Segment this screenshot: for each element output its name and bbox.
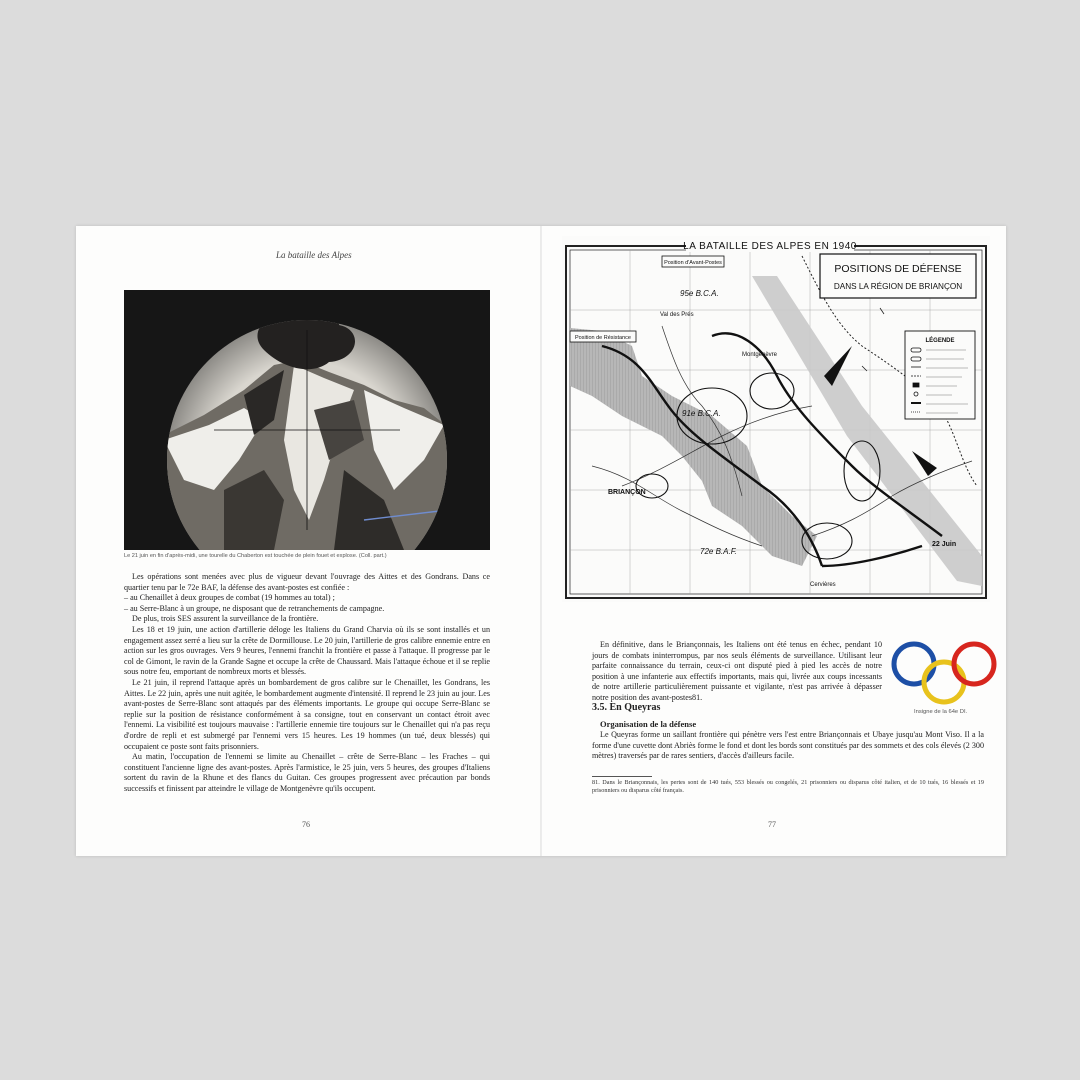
paragraph: Les opérations sont menées avec plus de vigueur devant l'ouvrage des Aittes et des Gondrans. Dans ce quartier tenu par le 72e BAF, la défense des avant-postes est confiée : <box>124 572 490 592</box>
list-item: – au Chenaillet à deux groupes de combat (19 hommes au total) ; <box>124 593 335 603</box>
64di-insignia-rings <box>890 640 998 706</box>
map-label-avant-postes: Position d'Avant-Postes <box>664 260 722 266</box>
map-label-22juin: 22 Juin <box>932 541 957 548</box>
section-title: 3.5. En Queyras <box>592 702 661 713</box>
list-item: – au Serre-Blanc à un groupe, ne disposant que de retranchements de campagne. <box>124 603 385 613</box>
insignia-caption: Insigne de la 64e DI. <box>914 709 968 715</box>
map-label-72baf: 72e B.A.F. <box>700 547 737 556</box>
right-body-text <box>592 640 882 704</box>
map-label-montgenevre: Montgenèvre <box>742 352 778 358</box>
book-spread <box>76 226 1006 856</box>
page-number-right: 77 <box>768 820 776 829</box>
paragraph: Le 21 juin, il reprend l'attaque après un bombardement de gros calibre sur le Chenaillet, les Gondrans, les Aittes. Le 22 juin, après une nuit agitée, le bombardement augmente d'intensité. Il reprend le 23 juin au jour. Les avant-postes de Serre-Blanc sont attaqués par des éléments importants. Le groupe qui occupe Serre-Blanc se replie sur la position de résistance conformément à sa consigne, tout en conservant un contact étroit avec l'ennemi. La visibilité est toujours mauvaise : l'artillerie ennemie tire toujours sur le Chenaillet qui n'a pas reçu d'ordre de repli et est submergé par l'ennemi vers 15 heures. Les 19 hommes (un tué, deux blessés) qui occupaient ce poste sont faits prisonniers. <box>124 677 490 751</box>
right-page <box>542 226 1006 856</box>
paragraph: Les 18 et 19 juin, une action d'artillerie déloge les Italiens du Grand Charvia où ils se sont installés et un engagement assez serré a lieu sur la crête de Dormillouse. Le 20 juin, l'artillerie de gros calibre ennemie entre en action sur les gros ouvrages. Vers 9 heures, l'ennemi franchit la frontière et passe à l'attaque. Il progresse par le col de Gimont, le ravin de la Grande Sagne et occupe la crête de Chaussard. Mais l'attaque échoue et il se replie sous notre feu, emportant de nombreux morts et blessés. <box>124 624 490 677</box>
map-label-briancon: BRIANÇON <box>608 489 646 496</box>
photo-caption: Le 21 juin en fin d'après-midi, une tourelle du Chaberton est touchée de plein fouet et explose. (Coll. part.) <box>124 553 387 559</box>
map-label-91bca: 91e B.C.A. <box>682 409 721 418</box>
chaberton-photo <box>124 290 490 550</box>
map-banner: LA BATAILLE DES ALPES EN 1940 <box>683 241 857 252</box>
footnote-rule <box>592 776 652 777</box>
paragraph: Au matin, l'occupation de l'ennemi se limite au Chenaillet – crête de Serre-Blanc – les Fraches – qui constituent l'ancienne ligne des avant-postes. Après l'armistice, le 25 juin, vers 5 heures, des groupes d'Italiens sortent du ravin de la Rhune et des flancs du Guitan. Ces groupes progressent avec précaution par bonds successifs et finissent par atteindre le village de Montgenèvre qu'ils occupent. <box>124 752 490 793</box>
map-label-95bca: 95e B.C.A. <box>680 289 719 298</box>
left-page <box>76 226 541 856</box>
paragraph: Le Queyras forme un saillant frontière qui pénètre vers l'est entre Briançonnais et Ubaye jusqu'au Mont Viso. Il a la forme d'une cuvette dont Abriès forme le fond et dont les bords sont constitués par des sommets et des cols élevés (2 300 mètres) traversés par de rares sentiers, d'accès d'ailleurs facile. <box>592 730 984 761</box>
paragraph: En définitive, dans le Briançonnais, les Italiens ont été tenus en échec, pendant 10 jours de combats ininterrompus, par nos seuls éléments de surveillance. Utilisant leur parfaite connaissance du terrain, ceux-ci ont disputé pied à pied les accès de notre position à une infanterie aux effectifs importants, mais qui, livrée aux coups incessants de notre artillerie particulièrement puissante et vigilante, n'est pas arrivée à dépasser notre position des avant-postes81. <box>592 640 882 702</box>
map-title-line1: POSITIONS DE DÉFENSE <box>834 263 962 275</box>
map-label-cervieres: Cervières <box>810 582 836 588</box>
defense-positions-map <box>562 236 990 602</box>
subsection-title: Organisation de la défense <box>600 719 697 729</box>
paragraph: De plus, trois SES assurent la surveillance de la frontière. <box>132 614 319 624</box>
running-head: La bataille des Alpes <box>276 250 352 260</box>
map-legend-title: LÉGENDE <box>925 338 955 344</box>
map-title-line2: DANS LA RÉGION DE BRIANÇON <box>833 282 963 291</box>
page-number-left: 76 <box>302 820 310 829</box>
left-body-text <box>124 572 490 794</box>
right-body-text-2 <box>592 730 984 762</box>
map-label-val-des-pres: Val des Prés <box>660 312 694 318</box>
map-label-resistance: Position de Résistance <box>575 335 631 341</box>
footnote: 81. Dans le Briançonnais, les pertes sont de 140 tués, 553 blessés ou congelés, 21 prisonniers ou disparus côté italien, et de 10 tués, 16 blessés et 19 prisonniers ou disparus côté français. <box>592 779 984 795</box>
